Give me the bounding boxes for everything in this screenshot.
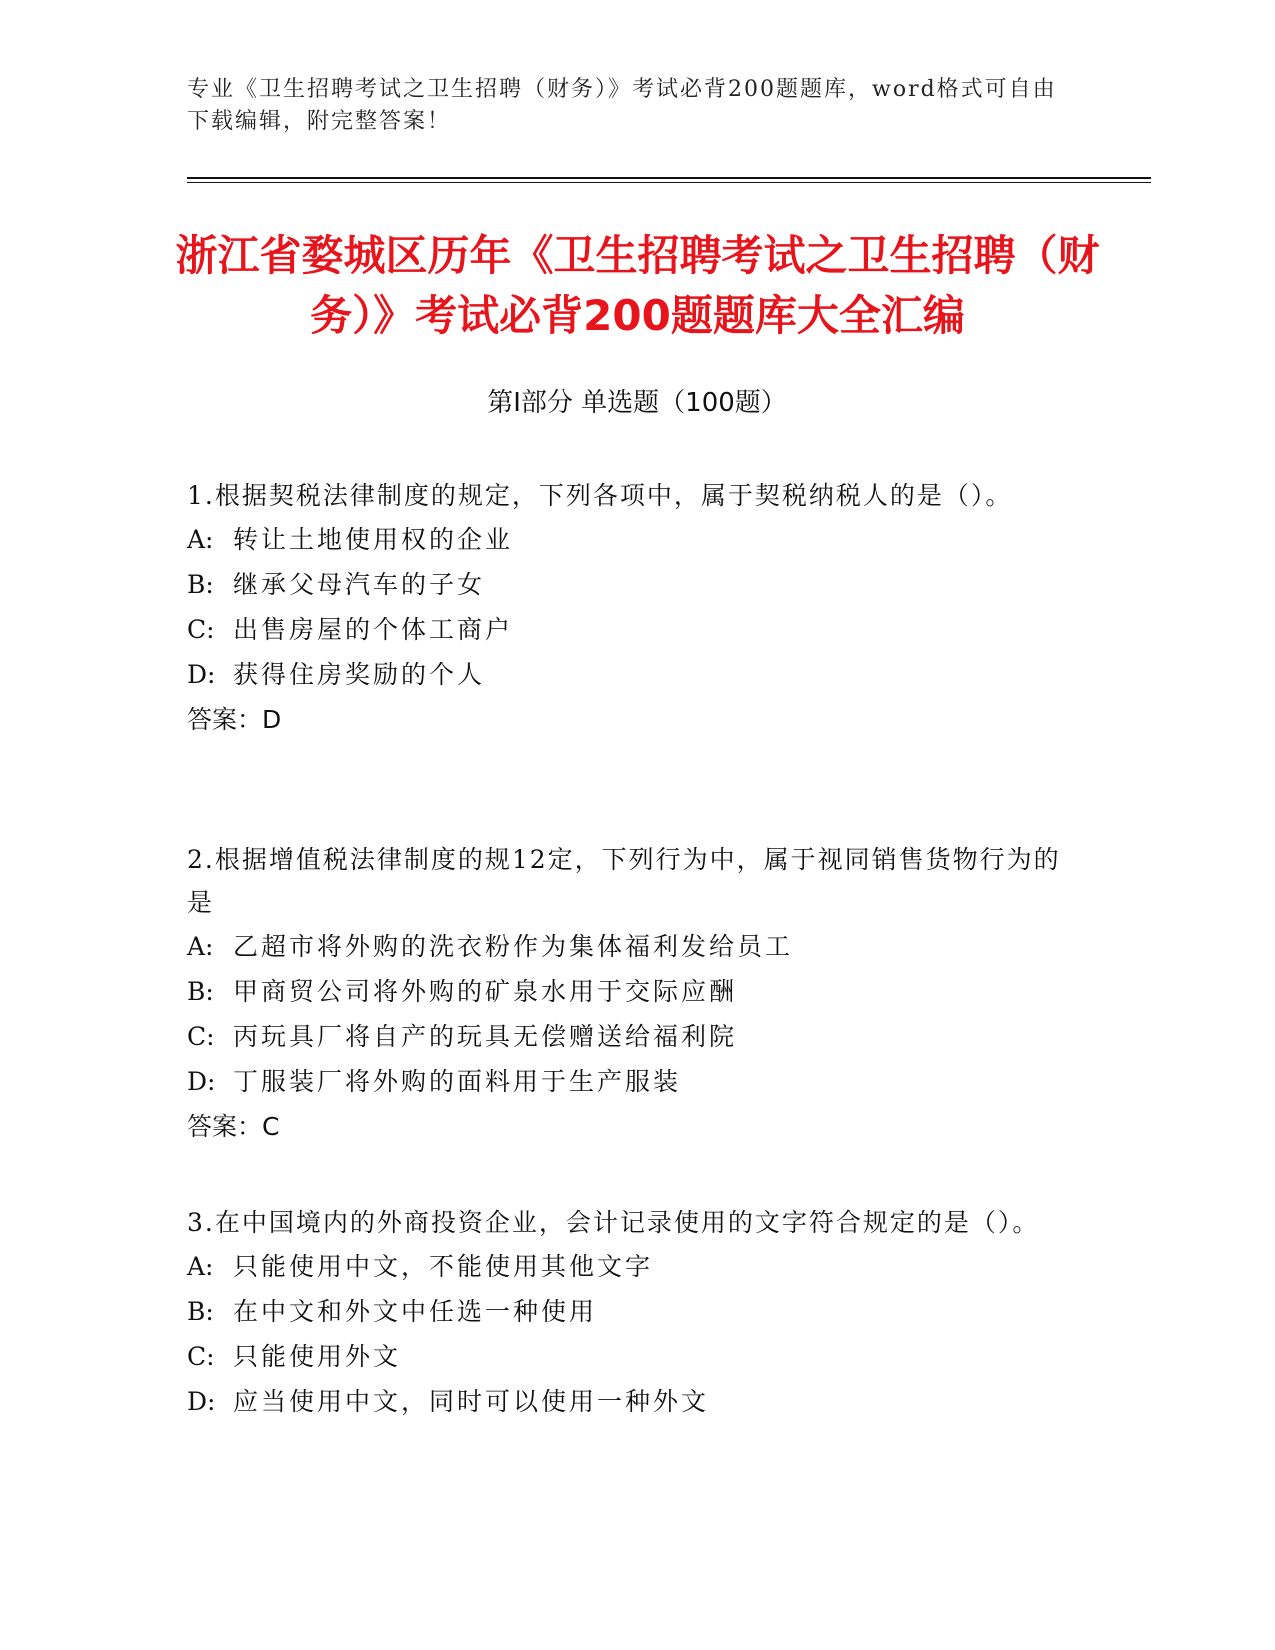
question-1: [187, 474, 1067, 743]
option-d: [187, 1059, 1067, 1104]
option-text: 只能使用外文: [233, 1342, 402, 1371]
header-divider-thin: [187, 182, 1151, 183]
option-letter: D:: [187, 1387, 216, 1416]
option-c: [187, 607, 1067, 652]
option-text: 继承父母汽车的子女: [233, 570, 486, 599]
option-letter: D:: [187, 660, 216, 689]
option-text: 获得住房奖励的个人: [233, 660, 486, 689]
option-a: [187, 1244, 1067, 1289]
section-title: 第Ⅰ部分 单选题（100题）: [487, 388, 787, 418]
option-a: [187, 924, 1067, 969]
option-d: [187, 1379, 1067, 1424]
option-text: 出售房屋的个体工商户: [233, 615, 514, 644]
option-b: [187, 1289, 1067, 1334]
option-c: [187, 1014, 1067, 1059]
question-stem: 3.在中国境内的外商投资企业，会计记录使用的文字符合规定的是（）。: [187, 1208, 1040, 1237]
question-3: [187, 1201, 1067, 1424]
option-text: 乙超市将外购的洗衣粉作为集体福利发给员工: [233, 932, 794, 961]
option-b: [187, 562, 1067, 607]
option-text: 丙玩具厂将自产的玩具无偿赠送给福利院: [233, 1022, 738, 1051]
option-text: 转让土地使用权的企业: [233, 525, 514, 554]
option-letter: B:: [187, 570, 214, 599]
option-letter: C:: [187, 615, 215, 644]
option-text: 应当使用中文，同时可以使用一种外文: [233, 1387, 710, 1416]
option-letter: C:: [187, 1022, 215, 1051]
answer-line: 答案：D: [187, 705, 282, 734]
option-c: [187, 1334, 1067, 1379]
option-text: 只能使用中文，不能使用其他文字: [233, 1252, 654, 1281]
question-2: [187, 838, 1067, 1150]
option-letter: A:: [187, 932, 214, 961]
answer-line: 答案：C: [187, 1112, 280, 1141]
option-letter: A:: [187, 1252, 214, 1281]
question-stem: 2.根据增值税法律制度的规12定，下列行为中，属于视同销售货物行为的是: [187, 845, 1061, 917]
option-text: 在中文和外文中任选一种使用: [233, 1297, 598, 1326]
option-letter: A:: [187, 525, 214, 554]
option-letter: B:: [187, 1297, 214, 1326]
question-stem: 1.根据契税法律制度的规定，下列各项中，属于契税纳税人的是（）。: [187, 481, 1013, 510]
option-text: 甲商贸公司将外购的矿泉水用于交际应酬: [233, 977, 738, 1006]
option-a: [187, 517, 1067, 562]
option-b: [187, 969, 1067, 1014]
option-text: 丁服装厂将外购的面料用于生产服装: [233, 1067, 682, 1096]
option-d: [187, 652, 1067, 697]
document-title: 浙江省婺城区历年《卫生招聘考试之卫生招聘（财务）》考试必背200题题库大全汇编: [175, 231, 1100, 340]
option-letter: D:: [187, 1067, 216, 1096]
header-note: 专业《卫生招聘考试之卫生招聘（财务）》考试必背200题题库，word格式可自由下载编辑，附完整答案！: [187, 77, 1057, 134]
header-divider-thick: [187, 177, 1151, 179]
option-letter: C:: [187, 1342, 215, 1371]
option-letter: B:: [187, 977, 214, 1006]
